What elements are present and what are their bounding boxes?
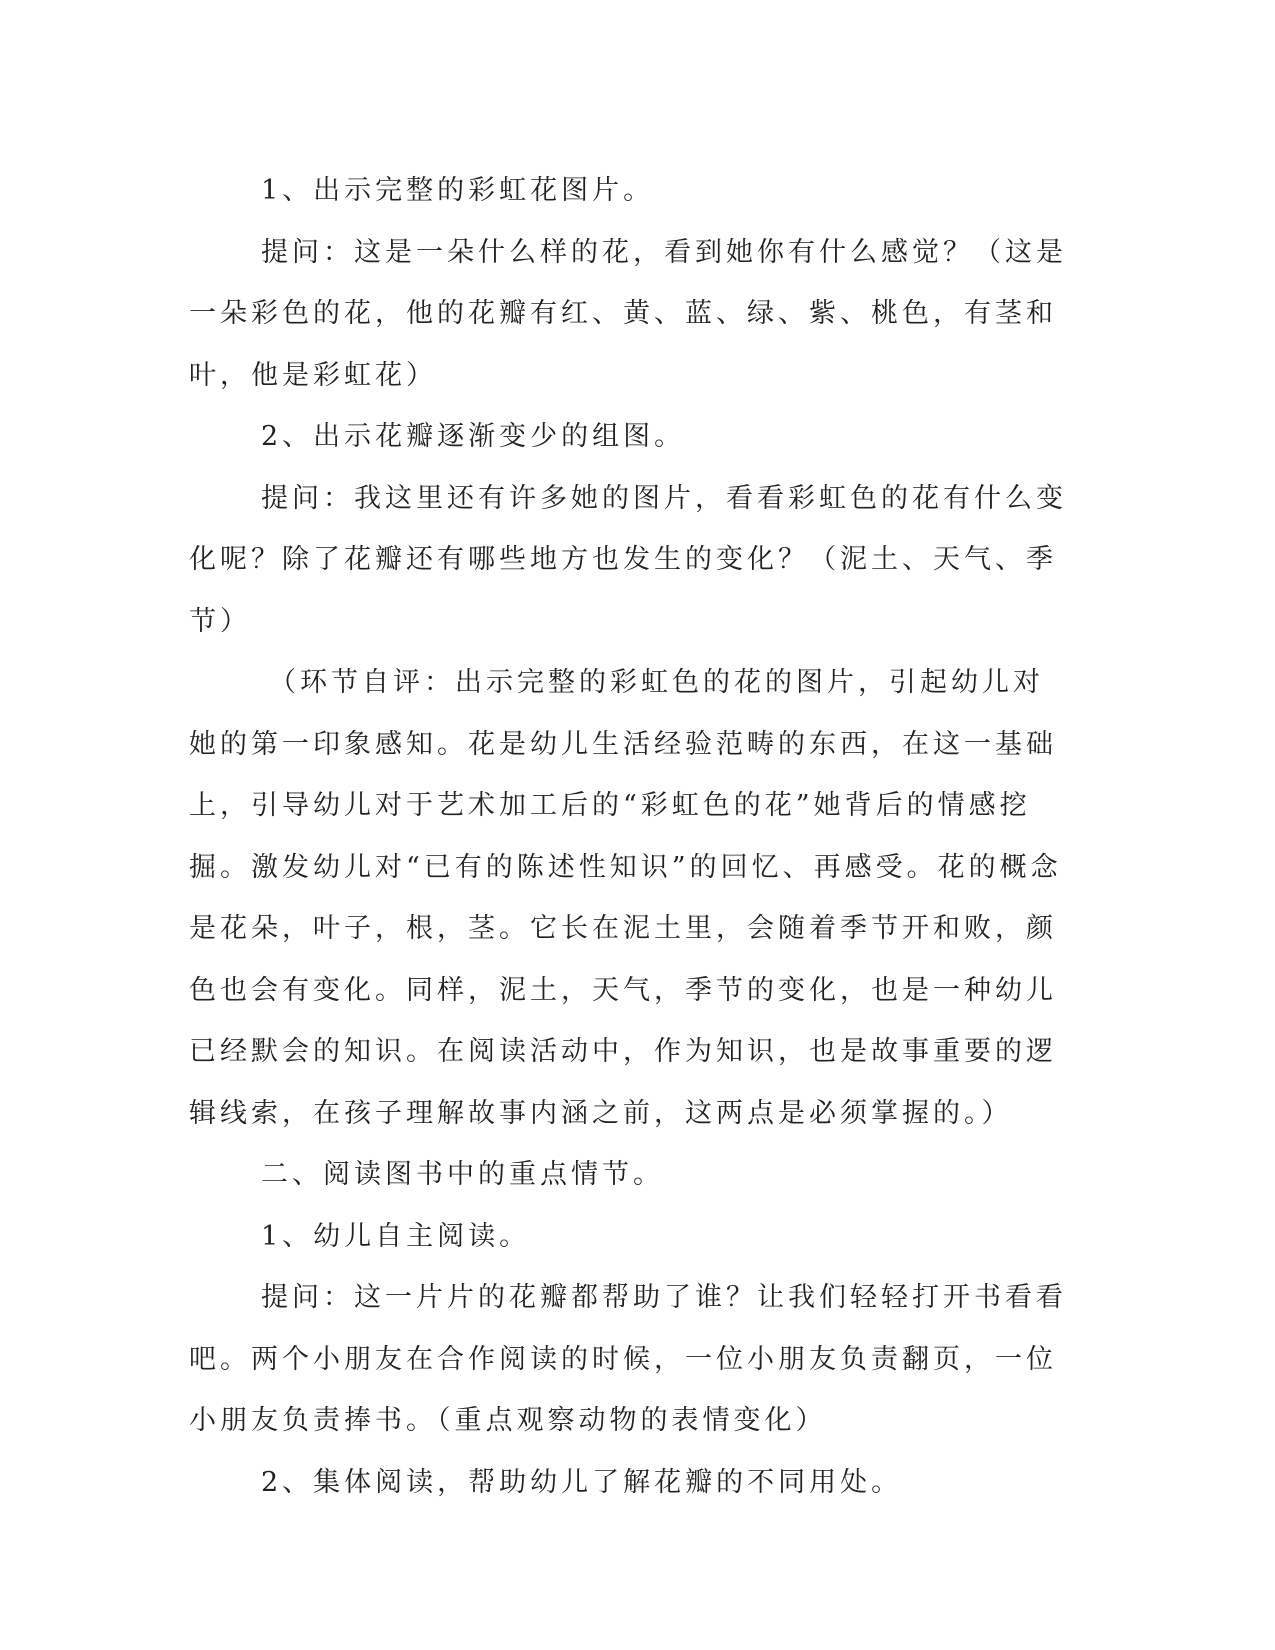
paragraph-question-flower: 提问：这是一朵什么样的花，看到她你有什么感觉？（这是一朵彩色的花，他的花瓣有红、黄、蓝、绿、紫、桃色，有茎和叶，他是彩虹花） (189, 236, 1067, 391)
paragraph-show-rainbow-flower: 1、出示完整的彩虹花图片。 (261, 175, 655, 206)
paragraph-group-reading: 2、集体阅读，帮助幼儿了解花瓣的不同用处。 (261, 1466, 903, 1498)
paragraph-show-petal-images: 2、出示花瓣逐渐变少的组图。 (261, 421, 686, 452)
paragraph-self-evaluation: （环节自评：出示完整的彩虹色的花的图片，引起幼儿对她的第一印象感知。花是幼儿生活经验范畴的东西，在这一基础上，引导幼儿对于艺术加工后的“彩虹色的花”她背后的情感挖掘。激发幼儿对“已有的陈述性知识”的回忆、再感受。花的概念是花朵，叶子，根，茎。它长在泥土里，会随着季节开和败，颜色也会有变化。同样，泥土，天气，季节的变化，也是一种幼儿已经默会的知识。在阅读活动中，作为知识，也是故事重要的逻辑线索，在孩子理解故事内涵之前，这两点是必须掌握的。） (189, 667, 1062, 1129)
paragraph-question-petals: 提问：这一片片的花瓣都帮助了谁？让我们轻轻打开书看看吧。两个小朋友在合作阅读的时候，一位小朋友负责翻页，一位小朋友负责捧书。（重点观察动物的表情变化） (189, 1282, 1067, 1436)
paragraph-question-changes: 提问：我这里还有许多她的图片，看看彩虹色的花有什么变化呢？除了花瓣还有哪些地方也发生的变化？（泥土、天气、季节） (189, 482, 1067, 637)
section-heading-reading: 二、阅读图书中的重点情节。 (261, 1159, 664, 1190)
paragraph-independent-reading: 1、幼儿自主阅读。 (261, 1220, 531, 1252)
document-body (189, 160, 1069, 1513)
